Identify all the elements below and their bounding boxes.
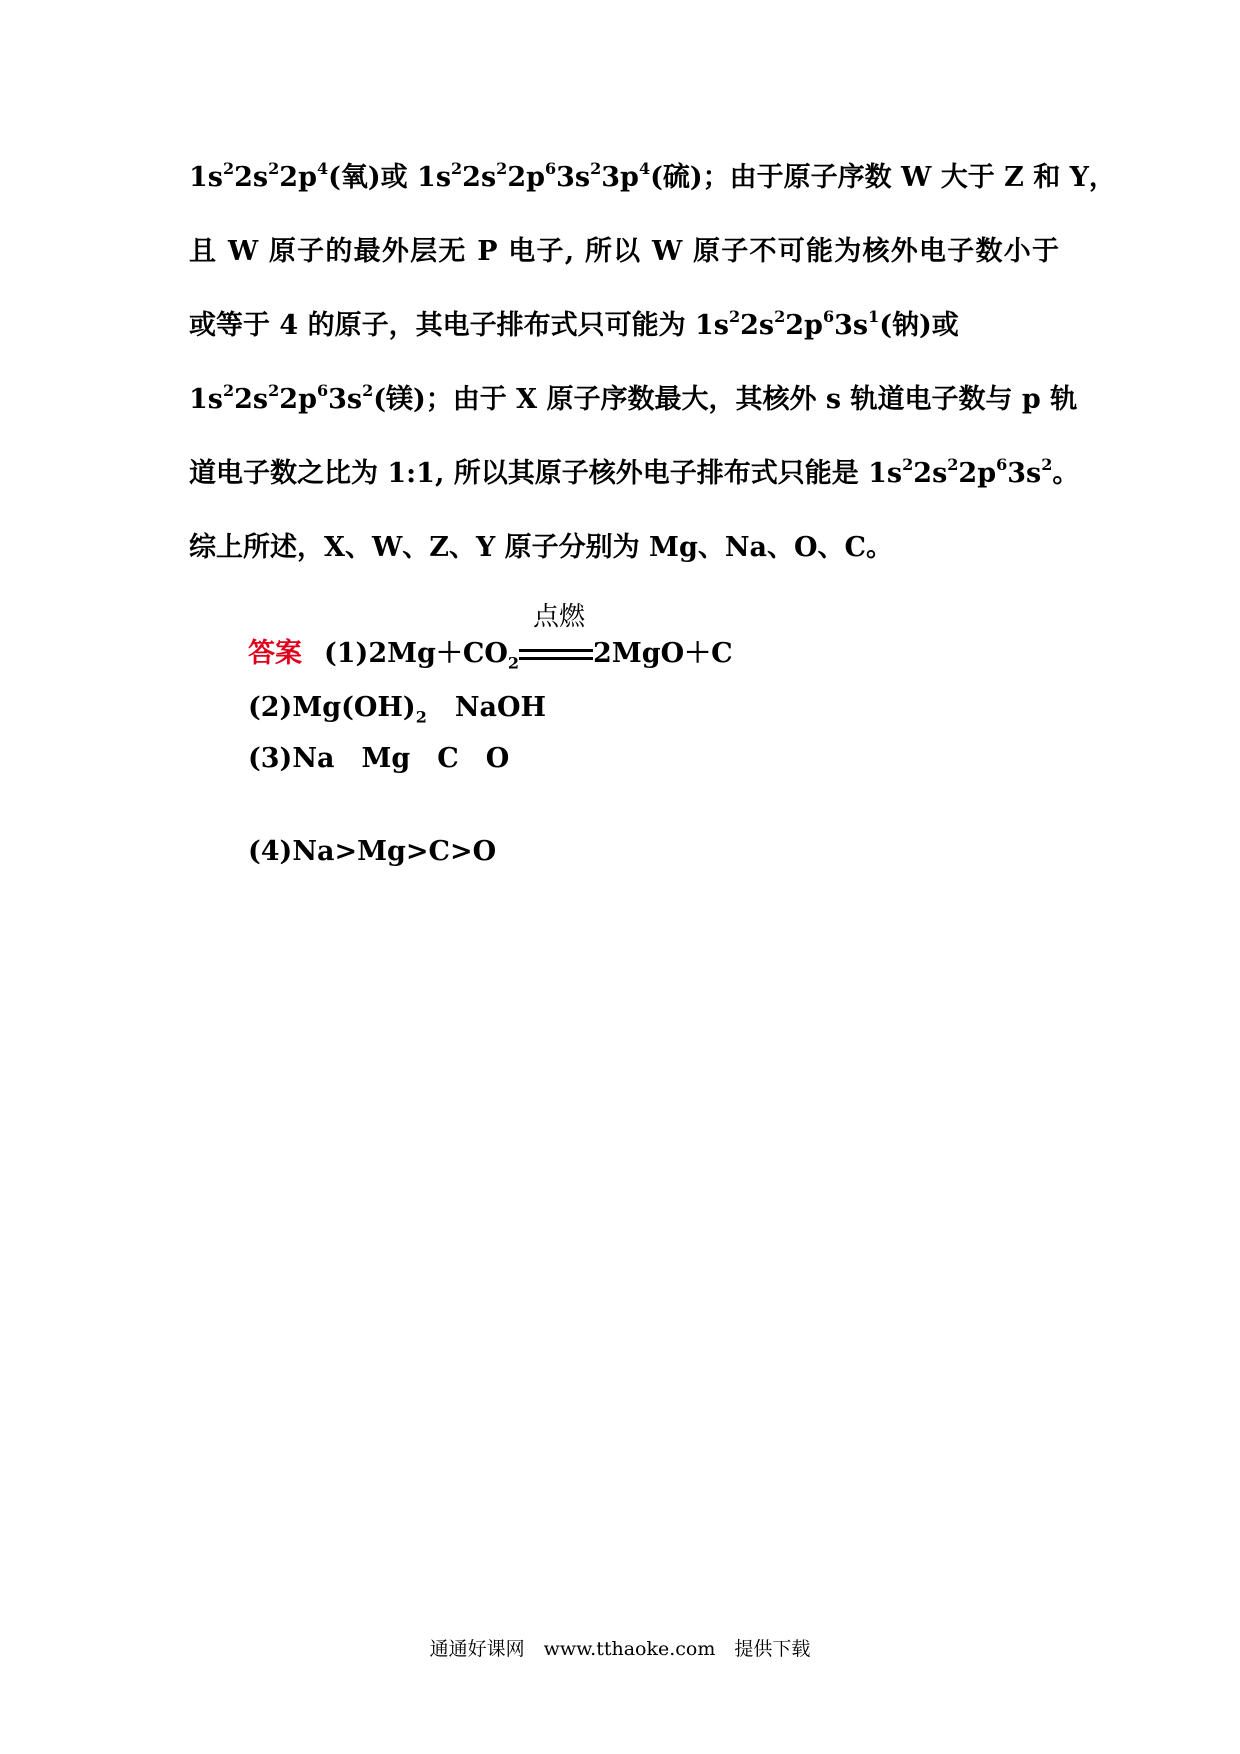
q1-reactants: (1)2Mg＋CO bbox=[324, 638, 508, 669]
explanation-line-2 bbox=[189, 232, 1059, 272]
answer-label: 答案 bbox=[248, 638, 302, 669]
text: 道电子数之比为 1:1, 所以其原子核外电子排布式只能是 1s bbox=[189, 458, 903, 489]
explanation-line-5 bbox=[189, 454, 1079, 494]
superscript: 2 bbox=[774, 307, 786, 326]
superscript: 2 bbox=[590, 159, 602, 178]
explanation-line-3 bbox=[189, 306, 959, 346]
text: (镁)；由于 X 原子序数最大，其核外 s 轨道电子数与 p 轨 bbox=[373, 384, 1078, 415]
superscript: 6 bbox=[996, 455, 1008, 474]
text: (钠)或 bbox=[879, 310, 959, 341]
text: (硫)；由于原子序数 W 大于 Z 和 Y， bbox=[650, 162, 1116, 193]
superscript: 1 bbox=[868, 307, 880, 326]
text: 3s bbox=[328, 384, 363, 415]
superscript: 2 bbox=[496, 159, 508, 178]
explanation-line-6 bbox=[189, 528, 893, 568]
text: 或等于 4 的原子，其电子排布式只可能为 1s bbox=[189, 310, 729, 341]
q1-products: 2MgO＋C bbox=[593, 638, 733, 669]
superscript: 2 bbox=[223, 381, 235, 400]
reaction-condition: 点燃 bbox=[533, 601, 586, 632]
superscript: 2 bbox=[362, 381, 374, 400]
text: 2p bbox=[507, 162, 545, 193]
text: 2s bbox=[234, 162, 269, 193]
text: 且 W 原子的最外层无 P 电子, 所以 W 原子不可能为核外电子数小于 bbox=[189, 236, 1059, 267]
text: 3p bbox=[601, 162, 639, 193]
superscript: 6 bbox=[822, 307, 835, 326]
answer-q2 bbox=[248, 688, 546, 728]
superscript: 2 bbox=[1041, 455, 1053, 474]
text: 综上所述，X、W、Z、Y 原子分别为 Mg、Na、O、C。 bbox=[189, 532, 894, 563]
text: 1s bbox=[189, 384, 223, 415]
text: 3s bbox=[556, 162, 591, 193]
text: 2s bbox=[234, 384, 269, 415]
superscript: 6 bbox=[316, 381, 329, 400]
q2-subscript: 2 bbox=[415, 707, 427, 727]
answer-q1 bbox=[248, 601, 733, 674]
superscript: 2 bbox=[223, 159, 235, 178]
text: 2p bbox=[279, 162, 317, 193]
q2-part-2: NaOH bbox=[454, 692, 547, 723]
explanation-line-1 bbox=[189, 158, 1116, 198]
superscript: 4 bbox=[316, 159, 329, 178]
text: 2s bbox=[740, 310, 775, 341]
equals-line-top bbox=[519, 649, 593, 652]
superscript: 2 bbox=[902, 455, 914, 474]
q2-part-1: (2)Mg(OH) bbox=[248, 692, 416, 723]
text: (氧)或 1s bbox=[328, 162, 452, 193]
equals-line-bottom bbox=[519, 657, 593, 660]
answer-q4 bbox=[248, 832, 496, 872]
superscript: 6 bbox=[544, 159, 557, 178]
text: 3s bbox=[1007, 458, 1042, 489]
q3-text: (3)Na Mg C O bbox=[248, 743, 510, 774]
text: 3s bbox=[834, 310, 869, 341]
text: 2s bbox=[913, 458, 948, 489]
text: 2s bbox=[462, 162, 497, 193]
reaction-equals-sign bbox=[519, 601, 593, 665]
text: 2p bbox=[958, 458, 997, 489]
text: 2p bbox=[279, 384, 317, 415]
q1-subscript: 2 bbox=[507, 653, 520, 673]
text: 。 bbox=[1052, 458, 1080, 489]
superscript: 2 bbox=[268, 381, 280, 400]
answer-q3 bbox=[248, 739, 509, 779]
footer-watermark: 通通好课网 www.tthaoke.com 提供下载 bbox=[429, 1638, 811, 1660]
superscript: 2 bbox=[728, 307, 741, 326]
q4-text: (4)Na>Mg>C>O bbox=[248, 836, 497, 867]
explanation-line-4 bbox=[189, 380, 1077, 420]
superscript: 2 bbox=[947, 455, 959, 474]
text: 1s bbox=[189, 162, 223, 193]
superscript: 2 bbox=[451, 159, 463, 178]
superscript: 2 bbox=[268, 159, 280, 178]
superscript: 4 bbox=[638, 159, 651, 178]
text: 2p bbox=[785, 310, 823, 341]
